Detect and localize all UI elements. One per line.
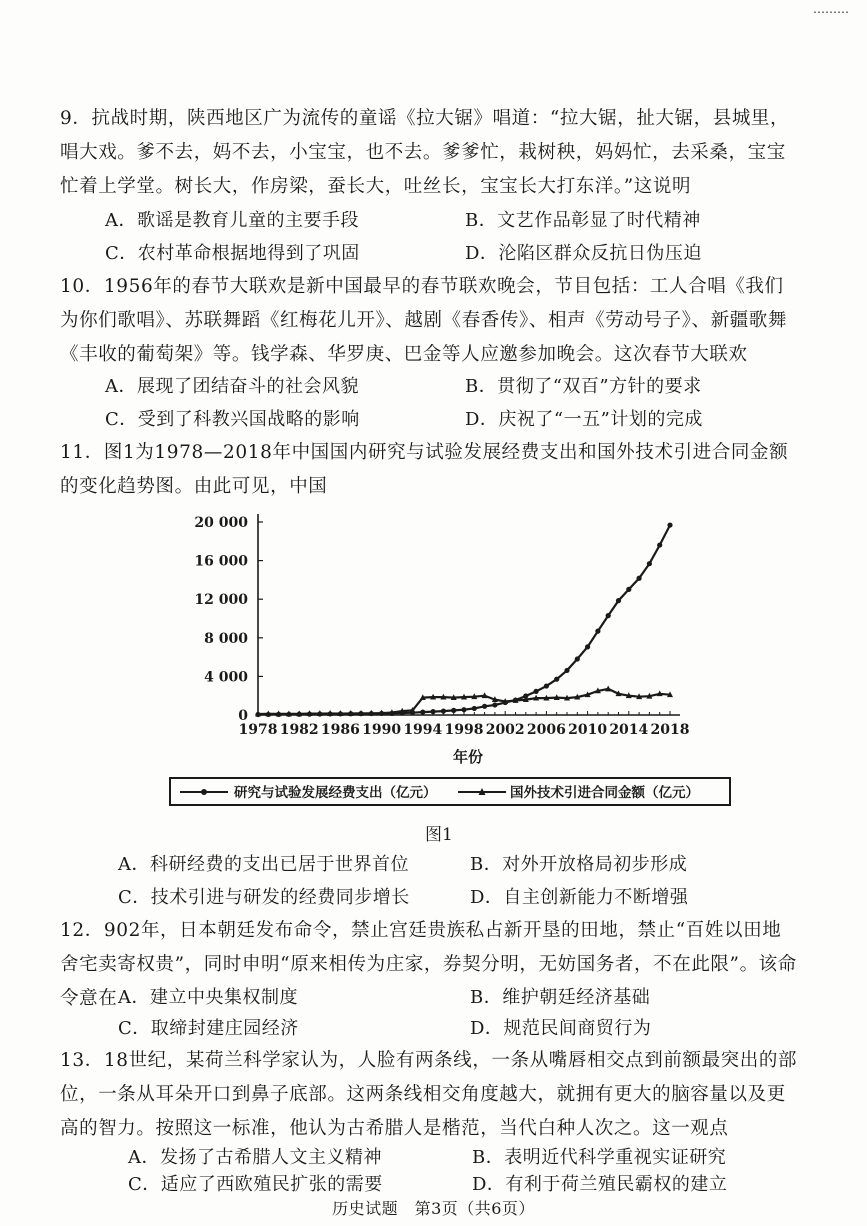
question-12-option-b[interactable]: B．维护朝廷经济基础 bbox=[470, 987, 651, 1008]
question-10-option-b[interactable]: B．贯彻了“双百”方针的要求 bbox=[465, 376, 702, 397]
chart-point-series-1 bbox=[544, 683, 549, 688]
chart-x-tick-label: 1990 bbox=[362, 722, 402, 738]
chart-point-series-1 bbox=[575, 656, 580, 661]
chart-point-series-1 bbox=[420, 710, 425, 715]
chart-legend-marker-1 bbox=[201, 789, 207, 795]
chart-y-tick-label: 4 000 bbox=[204, 669, 248, 686]
chart-point-series-1 bbox=[441, 709, 446, 714]
chart-point-series-1 bbox=[534, 689, 539, 694]
header-corner: ……… bbox=[813, 2, 849, 16]
figure-1-chart bbox=[160, 510, 740, 810]
question-9-option-c[interactable]: C．农村革命根据地得到了巩固 bbox=[105, 243, 360, 264]
chart-x-tick-label: 1994 bbox=[403, 722, 443, 738]
question-9-option-a[interactable]: A．歌谣是教育儿童的主要手段 bbox=[105, 210, 359, 231]
question-13-stem: 13．18世纪，某荷兰科学家认为，人脸有两条线，一条从嘴唇相交点到前额最突出的部位，一条从耳朵开口到鼻子底部。这两条线相交角度越大，就拥有更大的脑容量以及更高的智力。按照这一标准，他认为古希腊人是楷范，当代白种人次之。这一观点 bbox=[60, 1050, 798, 1139]
chart-point-series-1 bbox=[637, 576, 642, 581]
question-12-option-c[interactable]: C．取缔封建庄园经济 bbox=[118, 1018, 299, 1039]
chart-point-series-1 bbox=[595, 629, 600, 634]
chart-x-tick-label: 2018 bbox=[650, 722, 690, 738]
chart-point-series-1 bbox=[461, 707, 466, 712]
chart-legend-label-1: 研究与试验发展经费支出（亿元） bbox=[234, 785, 437, 801]
chart-x-tick-label: 2014 bbox=[609, 722, 649, 738]
question-13-option-c[interactable]: C．适应了西欧殖民扩张的需要 bbox=[128, 1174, 383, 1195]
chart-point-series-1 bbox=[616, 598, 621, 603]
chart-point-series-1 bbox=[626, 587, 631, 592]
chart-y-tick-label: 8 000 bbox=[204, 630, 248, 647]
chart-y-tick-label: 20 000 bbox=[194, 515, 248, 531]
question-11-option-d[interactable]: D．自主创新能力不断增强 bbox=[470, 887, 689, 908]
chart-legend bbox=[170, 778, 730, 805]
chart-x-tick-label: 1998 bbox=[444, 722, 484, 738]
chart-x-tick-label: 1986 bbox=[320, 722, 360, 738]
chart-y-tick-label: 0 bbox=[238, 708, 248, 724]
question-13-option-a[interactable]: A．发扬了古希腊人文主义精神 bbox=[128, 1147, 382, 1168]
figure-caption: 图1 bbox=[425, 825, 453, 845]
chart-legend-label-2: 国外技术引进合同金额（亿元） bbox=[510, 785, 699, 801]
question-10-option-d[interactable]: D．庆祝了“一五”计划的完成 bbox=[465, 409, 703, 430]
question-10-option-c[interactable]: C．受到了科教兴国战略的影响 bbox=[105, 409, 360, 430]
question-12-option-a[interactable]: A．建立中央集权制度 bbox=[118, 987, 298, 1008]
question-11-option-c[interactable]: C．技术引进与研发的经费同步增长 bbox=[118, 887, 410, 908]
chart-point-series-1 bbox=[492, 702, 497, 707]
question-12-option-d[interactable]: D．规范民间商贸行为 bbox=[470, 1018, 652, 1039]
chart-point-series-1 bbox=[431, 709, 436, 714]
chart-point-series-1 bbox=[482, 704, 487, 709]
question-12-stem: 12．902年，日本朝廷发布命令，禁止宫廷贵族私占新开垦的田地，禁止“百姓以田地舍宅卖寄权贵”，同时申明“原来相传为庄家，券契分明，无妨国务者，不在此限”。该命令意在 bbox=[60, 920, 797, 1009]
chart-point-series-1 bbox=[554, 677, 559, 682]
question-10-option-a[interactable]: A．展现了团结奋斗的社会风貌 bbox=[105, 376, 359, 397]
question-9-option-b[interactable]: B．文艺作品彰显了时代精神 bbox=[465, 210, 701, 231]
question-11-option-a[interactable]: A．科研经费的支出已居于世界首位 bbox=[118, 854, 409, 875]
chart-y-tick-label: 16 000 bbox=[194, 553, 248, 570]
chart-point-series-1 bbox=[606, 613, 611, 618]
question-9-stem: 9．抗战时期，陕西地区广为流传的童谣《拉大锯》唱道：“拉大锯，扯大锯，县城里，唱大戏。爹不去，妈不去，小宝宝，也不去。爹爹忙，栽树秧，妈妈忙，去采桑，宝宝忙着上学堂。树长大，作房梁，蚕长大，吐丝长，宝宝长大打东洋。”这说明 bbox=[60, 108, 790, 197]
question-10-stem: 10．1956年的春节大联欢是新中国最早的春节联欢晚会，节目包括：工人合唱《我们为你们歌唱》、苏联舞蹈《红梅花儿开》、越剧《春香传》、相声《劳动号子》、新疆歌舞《丰收的葡萄架》等。钱学森、华罗庚、巴金等人应邀参加晚会。这次春节大联欢 bbox=[60, 276, 788, 365]
chart-x-tick-label: 2002 bbox=[485, 722, 525, 738]
question-11-option-b[interactable]: B．对外开放格局初步形成 bbox=[470, 854, 688, 875]
question-13-option-d[interactable]: D．有利于荷兰殖民霸权的建立 bbox=[472, 1174, 728, 1195]
chart-point-series-1 bbox=[585, 644, 590, 649]
chart-y-tick-label: 12 000 bbox=[194, 592, 248, 609]
chart-point-series-1 bbox=[472, 706, 477, 711]
question-11-stem: 11．图1为1978—2018年中国国内研究与试验发展经费支出和国外技术引进合同金额的变化趋势图。由此可见，中国 bbox=[60, 442, 789, 497]
chart-point-series-1 bbox=[667, 522, 672, 527]
page-footer: 历史试题 第3页（共6页） bbox=[332, 1199, 535, 1218]
chart-x-tick-label: 2006 bbox=[526, 722, 566, 738]
chart-point-series-1 bbox=[564, 668, 569, 673]
chart-x-tick-label: 2010 bbox=[568, 722, 608, 738]
question-13-option-b[interactable]: B．表明近代科学重视实证研究 bbox=[472, 1147, 727, 1168]
chart-x-tick-label: 1982 bbox=[279, 722, 319, 738]
question-9-option-d[interactable]: D．沦陷区群众反抗日伪压迫 bbox=[465, 243, 702, 264]
chart-point-series-1 bbox=[647, 561, 652, 566]
chart-x-label: 年份 bbox=[452, 748, 484, 766]
chart-point-series-1 bbox=[451, 708, 456, 713]
chart-x-tick-label: 1978 bbox=[238, 722, 278, 738]
chart-point-series-1 bbox=[657, 542, 662, 547]
